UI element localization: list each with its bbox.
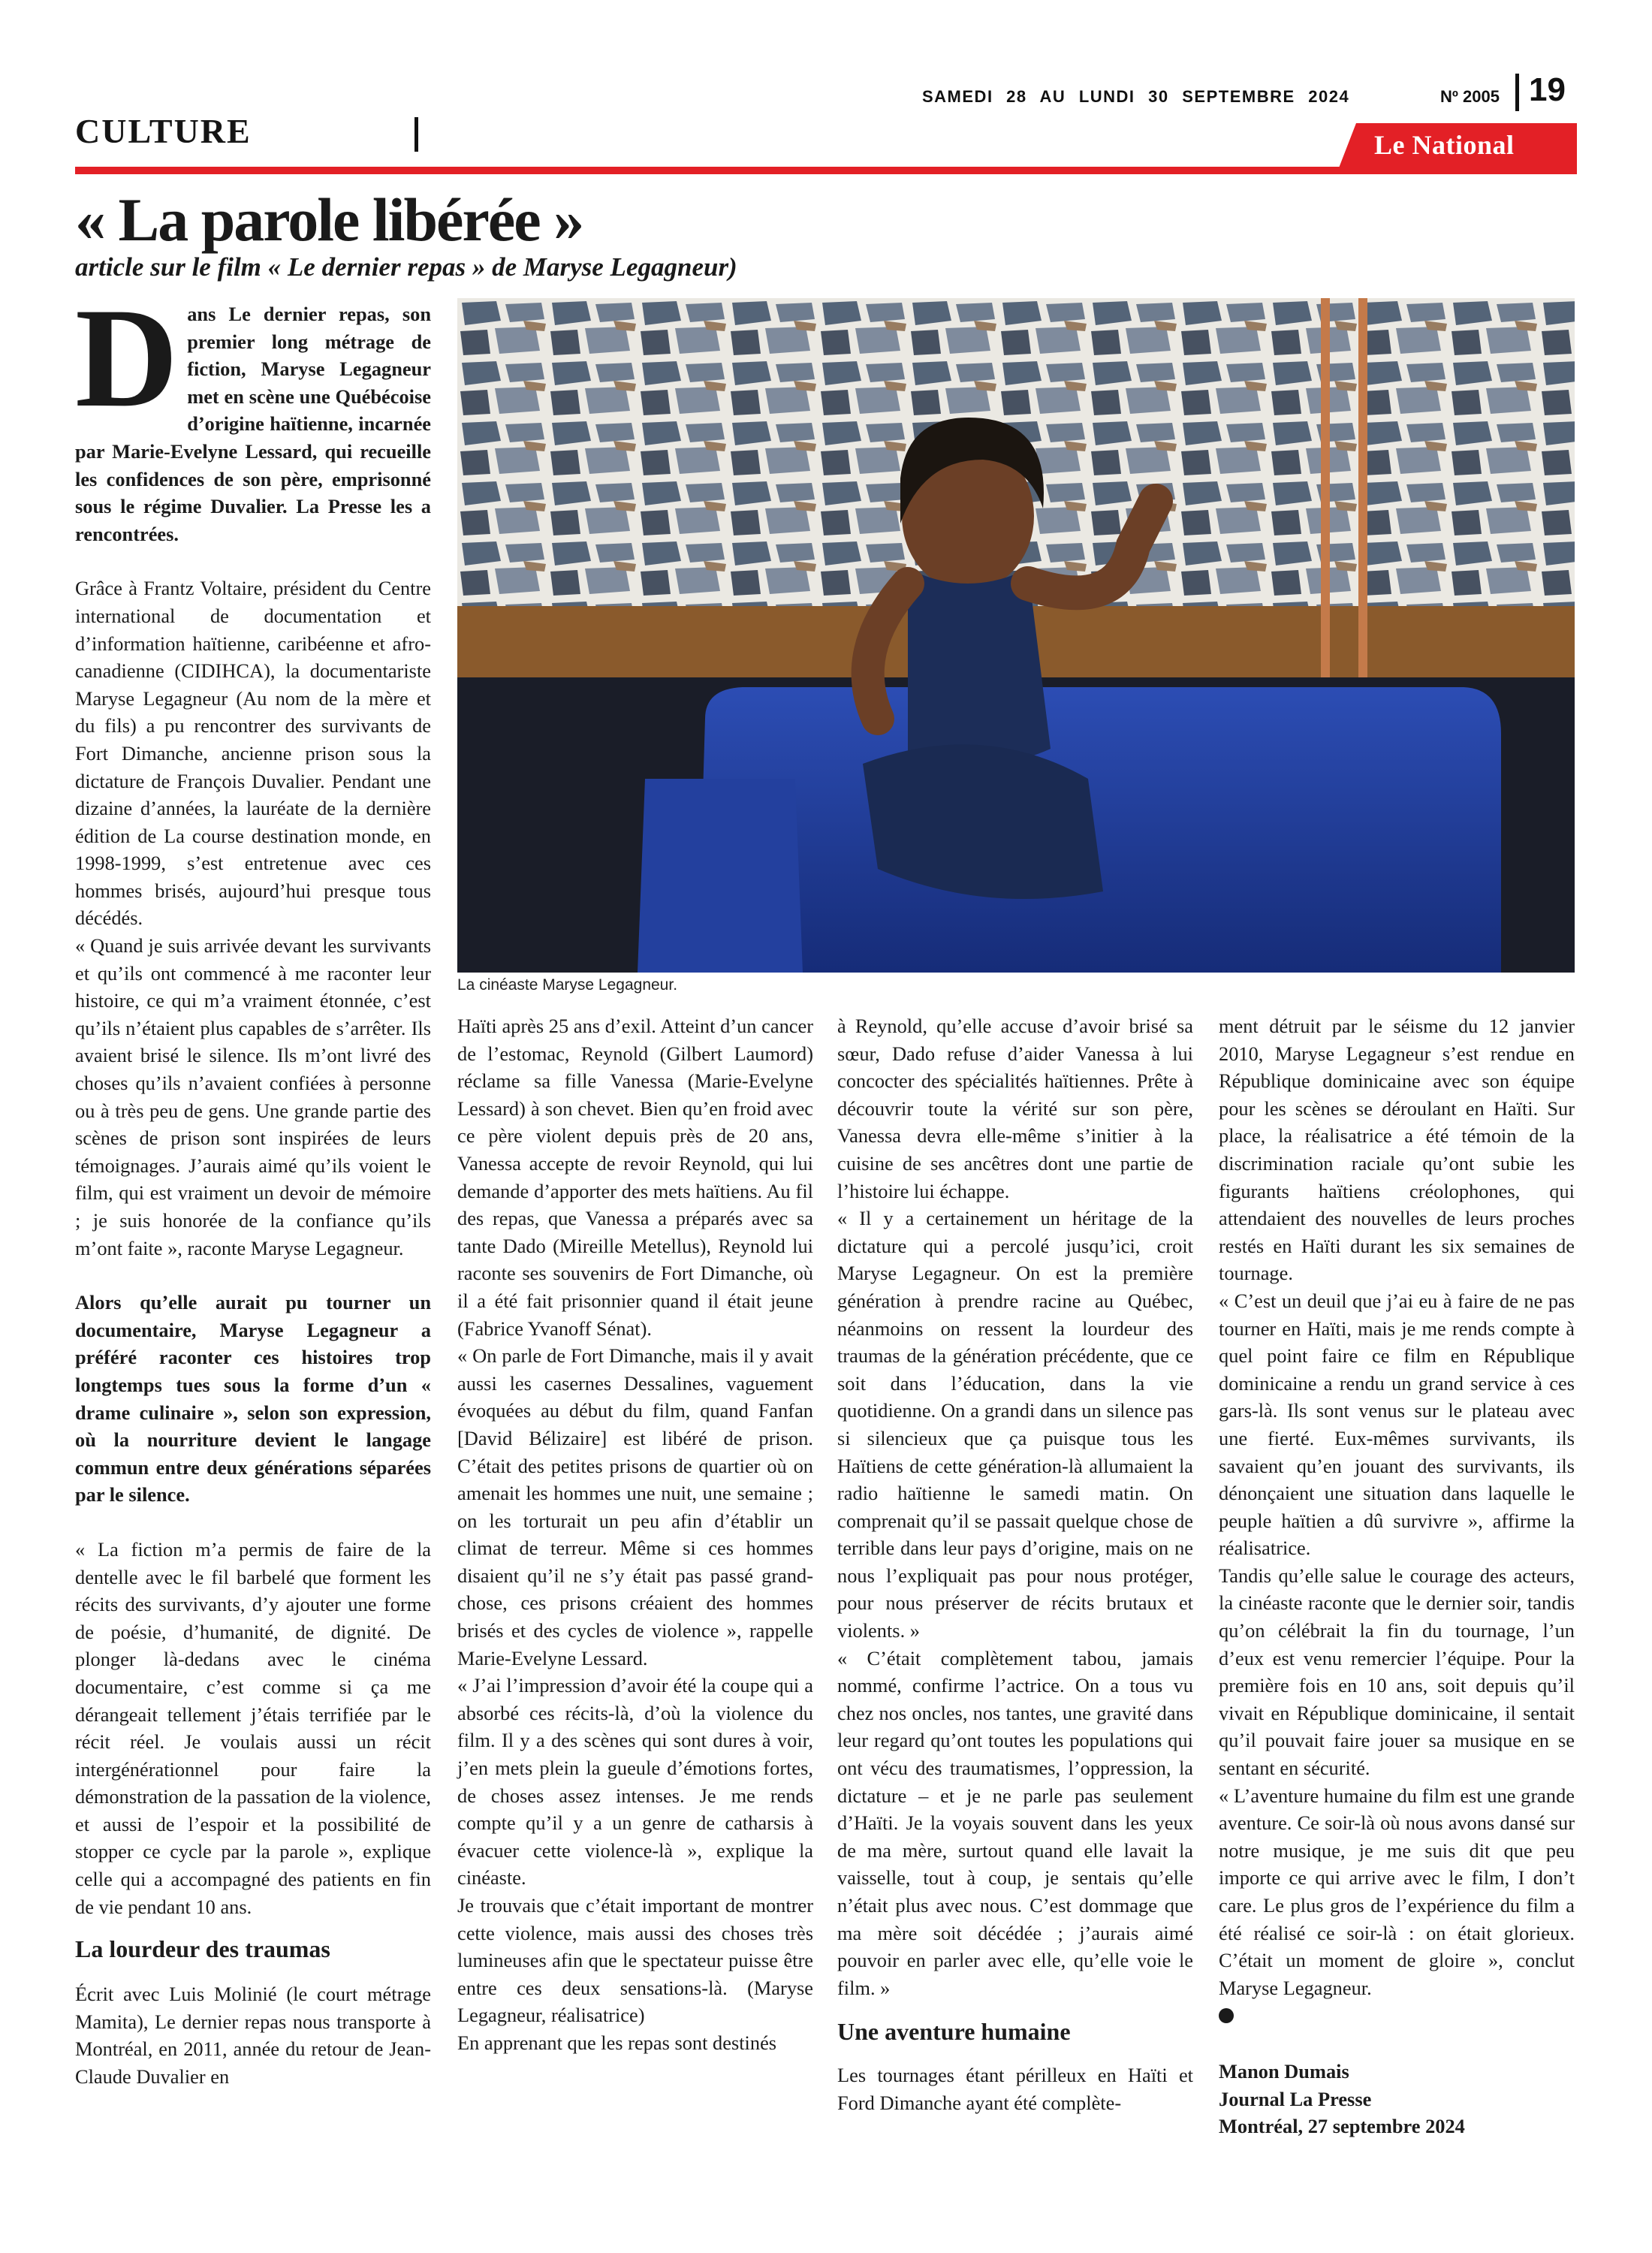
body-paragraph: Écrit avec Luis Molinié (le court métrage Mamita), Le dernier repas nous transporte à Montréal, en 2011, année du retour de Jean-Claude Duvalier en bbox=[75, 1983, 431, 2089]
body-paragraph: « Il y a certainement un héritage de la dictature qui a percolé jusqu’ici, croit Maryse Legagneur. On est la première génération à prendre racine au Québec, néanmoins on ressent la lourdeur des traumas de la génération précédente, que ce soit dans l’éducation, dans la vie quotidienne. On a grandi dans un silence pas si silencieux que ça puisque tous les Haïtiens de cette génération-là allumaient la radio haïtienne le samedi matin. On comprenait qu’il se passait quelque chose de terrible dans leur pays d’origine, mais on ne nous l’expliquait pas pour nous protéger, pour nous préserver de récits brutaux et violents. » bbox=[837, 1207, 1193, 1642]
article-column-1 bbox=[75, 279, 431, 2091]
body-paragraph: Les tournages étant périlleux en Haïti et Ford Dimanche ayant été complète- bbox=[837, 2064, 1193, 2114]
section-divider bbox=[415, 117, 418, 152]
end-mark-icon bbox=[1219, 2008, 1234, 2023]
body-paragraph: Je trouvais que c’était important de montrer cette violence, mais aussi des choses très lumineuses afin que le spectateur puisse être entre ces deux sensations-là. (Maryse Legagneur, réalisatrice) bbox=[457, 1894, 813, 2027]
article-subtitle: article sur le film « Le dernier repas » de Maryse Legagneur) bbox=[75, 252, 737, 282]
byline-publication: Journal La Presse bbox=[1219, 2087, 1372, 2110]
body-paragraph: Grâce à Frantz Voltaire, président du Centre international de documentation et d’information haïtienne, caribéenne et afro-canadienne (CIDIHCA), la documentariste Maryse Legagneur (Au nom de la mère et du fils) a pu rencontrer des survivants de Fort Dimanche, ancienne prison sous la dictature de François Duvalier. Pendant une dizaine d’années, la lauréate de la dernière édition de La course destination monde, en 1998-1999, s’est entretenue avec ces hommes brisés, aujourd’hui presque tous décédés. bbox=[75, 577, 431, 930]
issue-number: Nº 2005 bbox=[1440, 87, 1500, 106]
lead-text: ans Le dernier repas, son premier long métrage de fiction, Maryse Legagneur met en scène une Québécoise d’origine haïtienne, incarnée par Marie-Evelyne Lessard, qui recueille les confidences de son père, emprisonné sous le régime Duvalier. La Presse les a rencontrées. bbox=[75, 303, 431, 545]
body-paragraph: « La fiction m’a permis de faire de la dentelle avec le fil barbelé que forment les récits des survivants, d’y ajouter une forme de poésie, d’humanité, de dignité. De plonger là-dedans avec le cinéma documentaire, c’est comme si ça me dérangeait tellement j’étais terrifiée par le récit réel. Je voulais aussi un récit intergénérationnel pour faire la démonstration de la passation de la violence, et aussi de l’espoir et la possibilité de stopper ce cycle par la parole », explique celle qui a accompagné des patients en fin de vie pendant 10 ans. bbox=[75, 1537, 431, 1918]
article-photo bbox=[457, 298, 1575, 973]
brand-name: Le National bbox=[1374, 130, 1515, 160]
portrait-illustration bbox=[457, 298, 1575, 973]
body-paragraph: En apprenant que les repas sont destinés bbox=[457, 2031, 777, 2054]
drop-cap: D bbox=[75, 279, 179, 437]
body-paragraph: « L’aventure humaine du film est une grande aventure. Ce soir-là où nous avons dansé sur notre musique, je me suis dit que peu importe ce qui arrive avec le film, I don’t care. Le plus gros de l’expérience du film a été réalisé ce soir-là : on était glorieux. C’était un moment de gloire », conclut Maryse Legagneur. bbox=[1219, 1784, 1575, 1999]
photo-caption: La cinéaste Maryse Legagneur. bbox=[457, 976, 678, 994]
article-column-4 bbox=[1219, 1012, 1575, 2140]
section-label: CULTURE bbox=[75, 112, 252, 150]
byline-author: Manon Dumais bbox=[1219, 2059, 1349, 2083]
subheading: Une aventure humaine bbox=[837, 2018, 1071, 2046]
body-paragraph: « Quand je suis arrivée devant les survivants et qu’ils ont commencé à me raconter leur histoire, ce qui m’a vraiment étonnée, c’est qu’ils n’étaient plus capables de s’arrêter. Ils avaient brisé le silence. Ils m’ont livré des choses qu’ils n’avaient confiées à personne ou à très peu de gens. Une grande partie des scènes de prison sont inspirées de leurs témoignages. J’aurais aimé qu’ils voient le film, qui est vraiment un devoir de mémoire ; je suis honorée de la confiance qu’ils m’ont faite », raconte Maryse Legagneur. bbox=[75, 934, 431, 1259]
body-paragraph: Haïti après 25 ans d’exil. Atteint d’un cancer de l’estomac, Reynold (Gilbert Laumord) réclame sa fille Vanessa (Marie-Evelyne Lessard) à son chevet. Bien qu’en froid avec ce père violent depuis près de 20 ans, Vanessa accepte de revoir Reynold, qui lui demande d’apporter des mets haïtiens. Au fil des repas, que Vanessa a préparés avec sa tante Dado (Mireille Metellus), Reynold lui raconte ses souvenirs de Fort Dimanche, où il a été fait prisonnier quand il était jeune (Fabrice Yvanoff Sénat). bbox=[457, 1015, 813, 1340]
body-paragraph: « C’est un deuil que j’ai eu à faire de ne pas tourner en Haïti, mais je me rends compte à quel point faire ce film en République dominicaine a rendu un grand service à ces gars-là. Ils sont venus sur le plateau avec une fierté. Eux-mêmes survivants, ils savaient qu’en jouant des survivants, ils dénonçaient une situation dans laquelle le peuple haïtien a dû survivre », affirme la réalisatrice. bbox=[1219, 1289, 1575, 1560]
lead-paragraph bbox=[75, 279, 431, 547]
highlight-paragraph: Alors qu’elle aurait pu tourner un documentaire, Maryse Legagneur a préféré raconter ces histoires trop longtemps tues sous la forme d’un « drame culinaire », selon son expression, où la nourriture devient le langage commun entre deux générations séparées par le silence. bbox=[75, 1291, 431, 1507]
body-paragraph: Tandis qu’elle salue le courage des acteurs, la cinéaste raconte que le dernier soir, tandis qu’on célébrait la fin du tournage, l’un d’eux est venu remercier l’équipe. Pour la première fois en 10 ans, soit depuis qu’il vivait en République dominicaine, il sentait qu’il pouvait faire jouer sa musique en se sentant en sécurité. bbox=[1219, 1564, 1575, 1780]
page-number-divider bbox=[1515, 74, 1519, 111]
article-title: « La parole libérée » bbox=[75, 185, 583, 254]
body-paragraph: ment détruit par le séisme du 12 janvier 2010, Maryse Legagneur s’est rendue en République dominicaine avec son équipe pour les scènes se déroulant en Haïti. Sur place, la réalisatrice a été témoin de la discrimination raciale qu’ont subie les figurants haïtiens créolophones, qui attendaient des nouvelles de leurs proches restés en Haïti durant les six semaines de tournage. bbox=[1219, 1015, 1575, 1285]
issue-date: SAMEDI 28 AU LUNDI 30 SEPTEMBRE 2024 bbox=[922, 87, 1350, 106]
body-paragraph: « J’ai l’impression d’avoir été la coupe qui a absorbé ces récits-là, d’où la violence du film. Il y a des scènes qui sont dures à voir, j’en mets plein la gueule d’émotions fortes, de choses assez intenses. Je me rends compte qu’il y a un genre de catharsis à évacuer cette violence-là », explique la cinéaste. bbox=[457, 1674, 813, 1890]
body-paragraph: « On parle de Fort Dimanche, mais il y avait aussi les casernes Dessalines, vaguement évoquées au début du film, quand Fanfan [David Bélizaire] est libéré de prison. C’était des petites prisons de quartier où on amenait les hommes une nuit, une semaine ; on les torturait un peu afin d’établir un climat de terreur. Même si ces hommes disaient qu’il ne s’y était pas passé grand-chose, ces prisons créaient des hommes brisés et des cycles de violence », rappelle Marie-Evelyne Lessard. bbox=[457, 1344, 813, 1669]
body-paragraph: « C’était complètement tabou, jamais nommé, confirme l’actrice. On a tous vu chez nos oncles, nos tantes, une gravité dans leur regard qu’ont toutes les populations qui ont vécu des traumatismes, l’oppression, la dictature – et je ne parle pas seulement d’Haïti. Je la voyais souvent dans les yeux de ma mère, surtout quand elle lavait la vaisselle, tout à coup, je sentais qu’elle n’était plus avec nous. C’est dommage que ma mère soit décédée ; j’aurais aimé pouvoir en parler avec elle, qu’elle voie le film. » bbox=[837, 1646, 1193, 1999]
article-column-3 bbox=[837, 1012, 1193, 2117]
byline-place-date: Montréal, 27 septembre 2024 bbox=[1219, 2115, 1465, 2138]
article-column-2 bbox=[457, 1012, 813, 2057]
page-number: 19 bbox=[1529, 71, 1566, 108]
subheading: La lourdeur des traumas bbox=[75, 1935, 330, 1963]
body-paragraph: à Reynold, qu’elle accuse d’avoir brisé sa sœur, Dado refuse d’aider Vanessa à lui concocter des spécialités haïtiennes. Prête à découvrir toute la vérité sur son père, Vanessa devra elle-même s’initier à la cuisine de ses ancêtres dont une partie de l’histoire lui échappe. bbox=[837, 1015, 1193, 1202]
header-rule bbox=[75, 167, 1577, 174]
